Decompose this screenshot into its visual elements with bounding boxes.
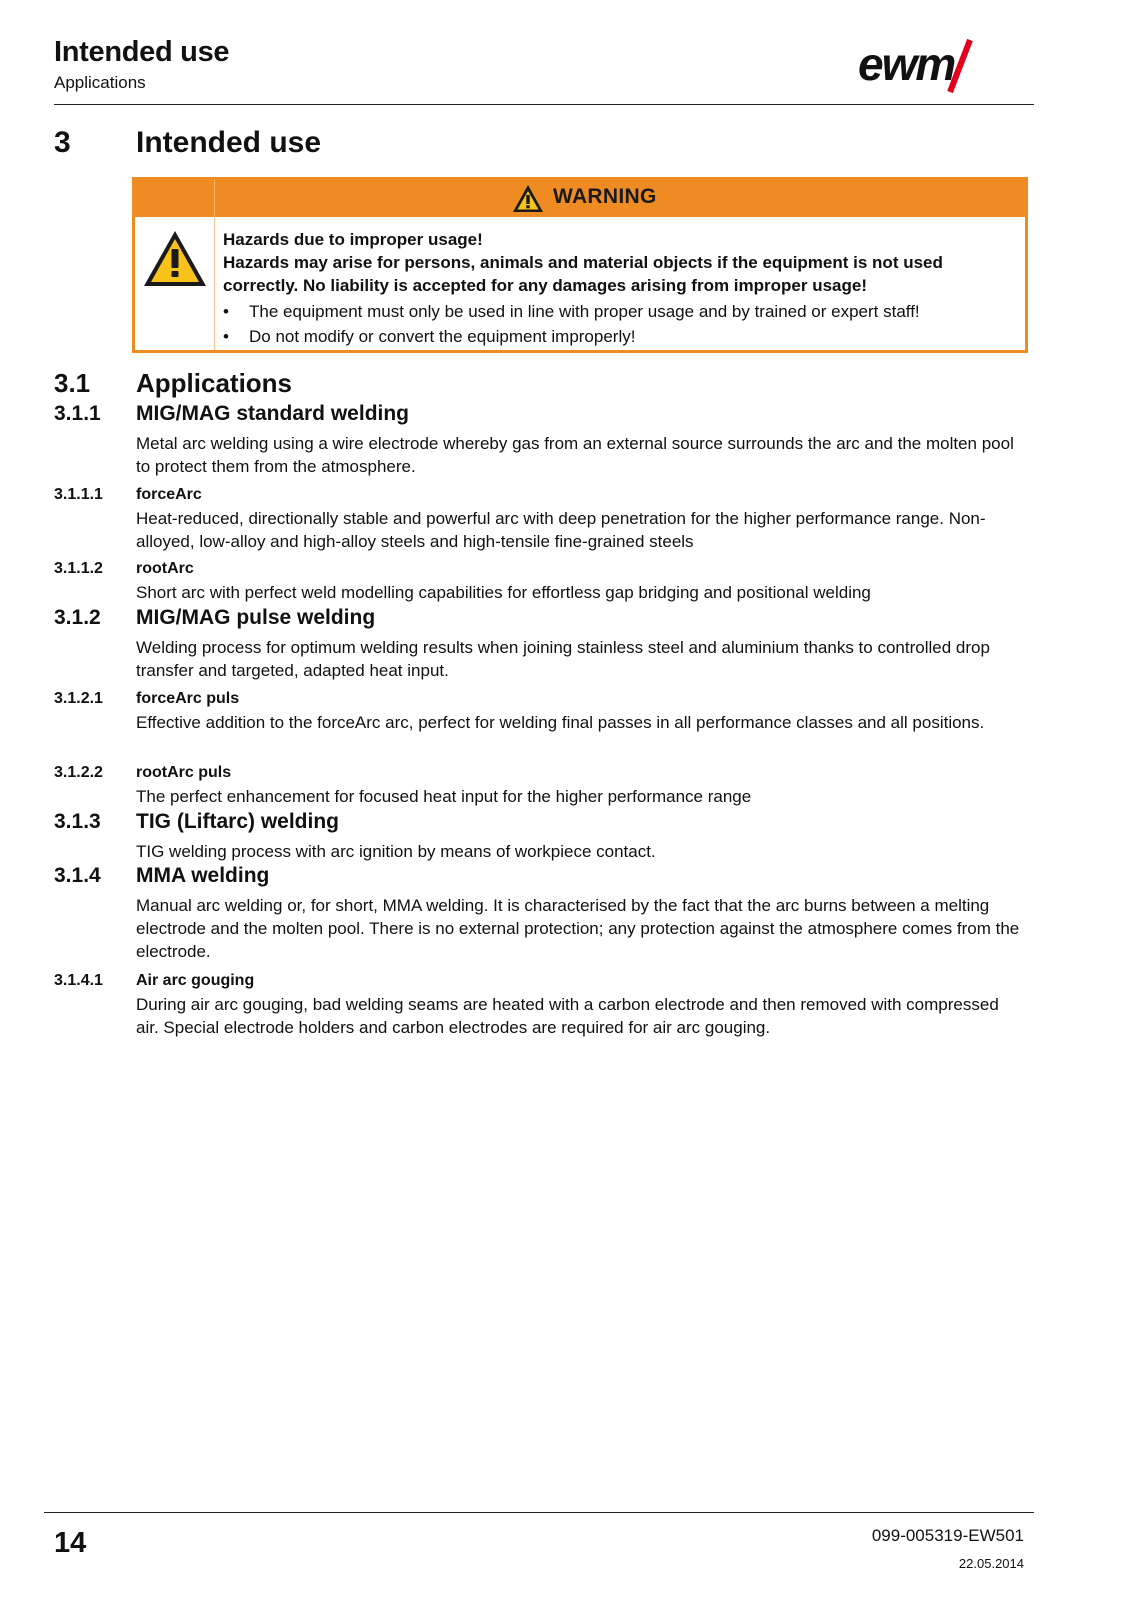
section-number: 3.1.2.2 (54, 764, 103, 781)
section-number: 3.1.1.2 (54, 560, 103, 577)
warning-list (223, 299, 1007, 349)
section-number: 3.1.4 (54, 864, 101, 887)
warning-list-item (223, 299, 1007, 324)
chapter-title: Intended use (136, 126, 322, 159)
section-number: 3.1.4.1 (54, 972, 103, 989)
warning-triangle-icon (512, 184, 544, 213)
footer-rule (44, 1512, 1034, 1513)
chapter-number: 3 (54, 126, 71, 159)
section-title: MIG/MAG standard welding (136, 402, 410, 425)
section-text: Metal arc welding using a wire electrode whereby gas from an external source surrounds the arc and the molten pool to protect them from the atmosphere. (136, 434, 1014, 476)
section-text: Effective addition to the forceArc arc, perfect for welding final passes in all performance classes and all positions. (136, 713, 985, 732)
warning-band (135, 180, 1025, 217)
section-title: Applications (136, 368, 293, 398)
section-text: Manual arc welding or, for short, MMA welding. It is characterised by the fact that the arc burns between a melting electrode and the molten pool. There is no external protection; any protection against the atmosphere comes from the electrode. (136, 896, 1020, 961)
section-title: TIG (Liftarc) welding (136, 810, 339, 833)
section-title: MIG/MAG pulse welding (136, 606, 376, 629)
section-title: forceArc puls (136, 690, 240, 707)
section-text: TIG welding process with arc ignition by means of workpiece contact. (136, 842, 656, 861)
warning-list-item (223, 324, 1007, 349)
section-number: 3.1.2.1 (54, 690, 103, 707)
section-number: 3.1.1.1 (54, 486, 103, 503)
logo-text: ewm (858, 38, 955, 90)
warning-triangle-icon (143, 230, 207, 287)
section-title: MMA welding (136, 864, 270, 887)
warning-label: WARNING (553, 185, 657, 208)
warning-band-left-cell (135, 180, 215, 217)
section-number: 3.1.2 (54, 606, 101, 629)
warning-heading: Hazards due to improper usage! (223, 230, 483, 249)
section-number: 3.1.1 (54, 402, 101, 425)
warning-text (223, 228, 1007, 349)
section-text: The perfect enhancement for focused heat input for the higher performance range (136, 787, 752, 806)
warning-box (132, 177, 1028, 353)
header-title: Intended use (54, 36, 230, 68)
section-text: Short arc with perfect weld modelling capabilities for effortless gap bridging and positional welding (136, 583, 871, 602)
section-text: Welding process for optimum welding results when joining stainless steel and aluminium thanks to controlled drop transfer and targeted, adapted heat input. (136, 638, 990, 680)
warning-item-text: The equipment must only be used in line with proper usage and by trained or expert staff! (249, 302, 920, 321)
section-title: forceArc (136, 486, 202, 503)
section-title: rootArc (136, 560, 194, 577)
section-number: 3.1.3 (54, 810, 101, 833)
section-text: During air arc gouging, bad welding seams are heated with a carbon electrode and then removed with compressed air. Special electrode holders and carbon electrodes are required for air arc gouging. (136, 995, 999, 1037)
section-number: 3.1 (54, 368, 91, 398)
warning-item-text: Do not modify or convert the equipment improperly! (249, 327, 636, 346)
header-subtitle: Applications (54, 73, 146, 92)
warning-statement: Hazards may arise for persons, animals and material objects if the equipment is not used correctly. No liability is accepted for any damages arising from improper usage! (223, 253, 943, 295)
bullet-glyph: • (223, 327, 229, 346)
bullet-glyph: • (223, 302, 229, 321)
page-number: 14 (54, 1527, 87, 1559)
warning-side-divider (214, 217, 215, 350)
section-title: Air arc gouging (136, 972, 255, 989)
section-title: rootArc puls (136, 764, 232, 781)
ewm-logo (858, 38, 1008, 96)
document-date: 22.05.2014 (958, 1556, 1024, 1571)
section-text: Heat-reduced, directionally stable and powerful arc with deep penetration for the higher performance range. Non-alloyed, low-alloy and high-alloy steels and high-tensile fine-grained steels (136, 509, 986, 551)
document-id: 099-005319-EW501 (871, 1526, 1024, 1545)
header-rule (54, 104, 1034, 105)
